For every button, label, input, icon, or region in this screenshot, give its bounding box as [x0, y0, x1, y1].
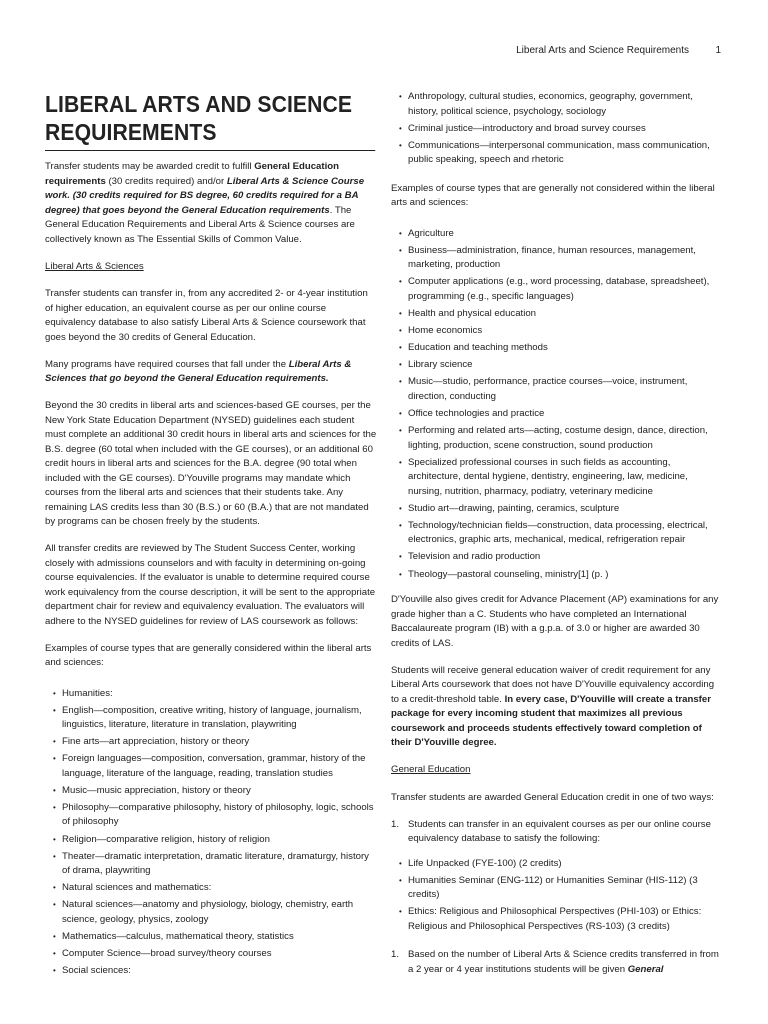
- list-item: • Criminal justice—introductory and broad survey courses: [399, 122, 723, 137]
- list-item: • Social sciences:: [53, 964, 377, 979]
- step-number: 1.: [391, 949, 400, 961]
- ge-intro: Transfer students are awarded General Education credit in one of two ways:: [391, 791, 714, 803]
- las-paragraph-2: [45, 358, 377, 387]
- not-considered-intro: Examples of course types that are generally not considered within the liberal arts and sciences:: [391, 182, 715, 209]
- step-text: Based on the number of Liberal Arts & Science credits transferred in from a 2 year or 4 year institutions students will be given: [408, 949, 719, 975]
- list-item: • Theater—dramatic interpretation, dramatic literature, dramaturgy, history of drama, playwriting: [53, 850, 377, 879]
- list-item: • Computer Science—broad survey/theory courses: [53, 947, 377, 962]
- list-item: • Agriculture: [399, 227, 723, 242]
- list-item: • Natural sciences and mathematics:: [53, 881, 377, 896]
- intro-text-3: . The General Education Requirements and Liberal Arts & Science courses are collectively known as The Essential Skills of Common Value.: [45, 204, 355, 245]
- not-considered-list: [391, 227, 723, 582]
- ge-section-heading: General Education: [391, 764, 471, 775]
- page-title-line-1: LIBERAL ARTS AND SCIENCE: [45, 91, 353, 117]
- list-item: • Communications—interpersonal communication, mass communication, public speaking, speech and rhetoric: [399, 139, 723, 168]
- step-number: 1.: [391, 818, 400, 830]
- intro-bold-italic-las: Liberal Arts & Science Course work. (30 credits required for BS degree, 60 credits required for a BA degree) that goes beyond the General Education requirements: [45, 175, 365, 216]
- list-item: • Life Unpacked (FYE-100) (2 credits): [399, 857, 723, 872]
- list-item: • Music—music appreciation, history or theory: [53, 784, 377, 799]
- list-item: • Foreign languages—composition, conversation, grammar, history of the language, literature of the language, reading, translation studies: [53, 752, 377, 781]
- list-item: • Fine arts—art appreciation, history or theory: [53, 735, 377, 750]
- list-item: • Music—studio, performance, practice courses—voice, instrument, direction, conducting: [399, 375, 723, 404]
- list-item: • Library science: [399, 358, 723, 373]
- ge-course-list: [391, 857, 723, 935]
- step-text: Students can transfer in an equivalent courses as per our online course equivalency database to satisfy the following:: [408, 818, 711, 844]
- ge-steps-2: [391, 948, 723, 977]
- list-item: • Home economics: [399, 324, 723, 339]
- running-header-title: Liberal Arts and Science Requirements: [516, 45, 689, 56]
- list-item: • Ethics: Religious and Philosophical Perspectives (PHI-103) or Ethics: Religious and Philosophical Perspectives (RS-103) (3 credits): [399, 905, 723, 934]
- list-item: • Natural sciences—anatomy and physiology, biology, chemistry, earth science, geology, physics, zoology: [53, 898, 377, 927]
- list-item: • Performing and related arts—acting, costume design, dance, direction, lighting, production, scene construction, sound production: [399, 424, 723, 453]
- las-paragraph-4: All transfer credits are reviewed by The Student Success Center, working closely with admissions counselors and with faculty in determining on-going course equivalencies. If the evaluator is unable to determine required course work equivalency from the course description, it will be sent to the appropriate department chair for review and equivalency evaluation. The evaluators will adhere to the NYSED guidelines for review of LAS coursework as follows:: [45, 543, 376, 627]
- intro-text-1: Transfer students may be awarded credit to fulfill: [45, 161, 255, 172]
- considered-list-continued: [391, 90, 723, 168]
- page-title: [45, 90, 375, 151]
- step-bold-italic: General: [627, 963, 664, 975]
- list-item: • Education and teaching methods: [399, 341, 723, 356]
- page-header: [0, 45, 768, 59]
- intro-paragraph: [45, 160, 377, 247]
- ge-step-item: [391, 818, 723, 847]
- considered-intro: Examples of course types that are generally considered within the liberal arts and sciences:: [45, 642, 372, 668]
- list-item: • Humanities Seminar (ENG-112) or Humanities Seminar (HIS-112) (3 credits): [399, 874, 723, 903]
- list-item: • Studio art—drawing, painting, ceramics, sculpture: [399, 502, 723, 517]
- list-item: • Theology—pastoral counseling, ministry[1] (p. ): [399, 568, 723, 583]
- right-column: [391, 90, 723, 989]
- ap-ib-paragraph: D'Youville also gives credit for Advance Placement (AP) examinations for any grade higher than a C. Students who have completed an International Baccalaureate program (IB) with a g.p.a. of 3.0 or higher are awarded 30 credits of LAS.: [391, 594, 719, 649]
- list-item: • Philosophy—comparative philosophy, history of philosophy, logic, schools of philosophy: [53, 801, 377, 830]
- las-paragraph-1: Transfer students can transfer in, from any accredited 2- or 4-year institution of higher education, an equivalent course as per our online course equivalency database to also satisfy Liberal Arts & Science coursework that goes beyond the 30 credits of General Education.: [45, 288, 368, 343]
- list-item: • Humanities:: [53, 687, 377, 702]
- las-section-heading: Liberal Arts & Sciences: [45, 260, 144, 272]
- intro-text-2: (30 credits required) and/or: [105, 175, 227, 187]
- las-p2-text: Many programs have required courses that fall under the: [45, 358, 289, 370]
- ge-steps-1: [391, 818, 723, 847]
- list-item: • Specialized professional courses in such fields as accounting, architecture, dental hygiene, dentistry, engineering, law, medicine, nursing, nutrition, pharmacy, podiatry, veterinary medicine: [399, 456, 723, 500]
- waiver-text: Students will receive general education waiver of credit requirement for any Liberal Arts coursework that does not have D'Youville equivalency according to a credit-threshold table.: [391, 664, 715, 705]
- list-item: • Television and radio production: [399, 550, 723, 565]
- list-item: • Business—administration, finance, human resources, management, marketing, production: [399, 244, 723, 273]
- list-item: • Health and physical education: [399, 307, 723, 322]
- las-paragraph-3: Beyond the 30 credits in liberal arts and sciences-based GE courses, per the New York State Education Department (NYSED) guidelines each student must complete an additional 30 credit hours in liberal arts and sciences for the B.S. degree (60 total when included with the GE courses), or an additional 60 credit hours in liberal arts and sciences for the B.A. degree (90 total when included with the GE courses). D'Youville programs may mandate which courses from the liberal arts and sciences that their students take. Any remaining LAS credits less than 30 (B.S.) or 60 (B.A.) that are not mandated by programs can be chosen freely by the students.: [45, 400, 377, 527]
- page-title-line-2: REQUIREMENTS: [45, 119, 217, 145]
- list-item: • Mathematics—calculus, mathematical theory, statistics: [53, 930, 377, 945]
- ge-step-item: [391, 948, 723, 977]
- list-item: • Anthropology, cultural studies, economics, geography, government, history, political science, psychology, sociology: [399, 90, 723, 119]
- las-p2-bold-italic: Liberal Arts & Sciences that go beyond the General Education requirements.: [45, 358, 352, 384]
- waiver-bold: In every case, D'Youville will create a transfer package for every incoming student that maximizes all previous coursework and proceeds students effectively toward completion of their D'Youville degree.: [391, 693, 711, 748]
- list-item: • Religion—comparative religion, history of religion: [53, 833, 377, 848]
- list-item: • Technology/technician fields—construction, data processing, electrical, electronics, graphic arts, mechanical, medical, refrigeration repair: [399, 519, 723, 548]
- considered-list: [45, 687, 377, 979]
- list-item: • Computer applications (e.g., word processing, database, spreadsheet), programming (e.g., specific languages): [399, 275, 723, 304]
- left-column: [45, 90, 377, 990]
- list-item: • English—composition, creative writing, history of language, journalism, linguistics, literature, literature in translation, playwriting: [53, 704, 377, 733]
- page-number: 1: [715, 45, 721, 56]
- intro-bold-ge: General Education requirements: [45, 161, 339, 187]
- list-item: • Office technologies and practice: [399, 407, 723, 422]
- waiver-paragraph: [391, 664, 723, 751]
